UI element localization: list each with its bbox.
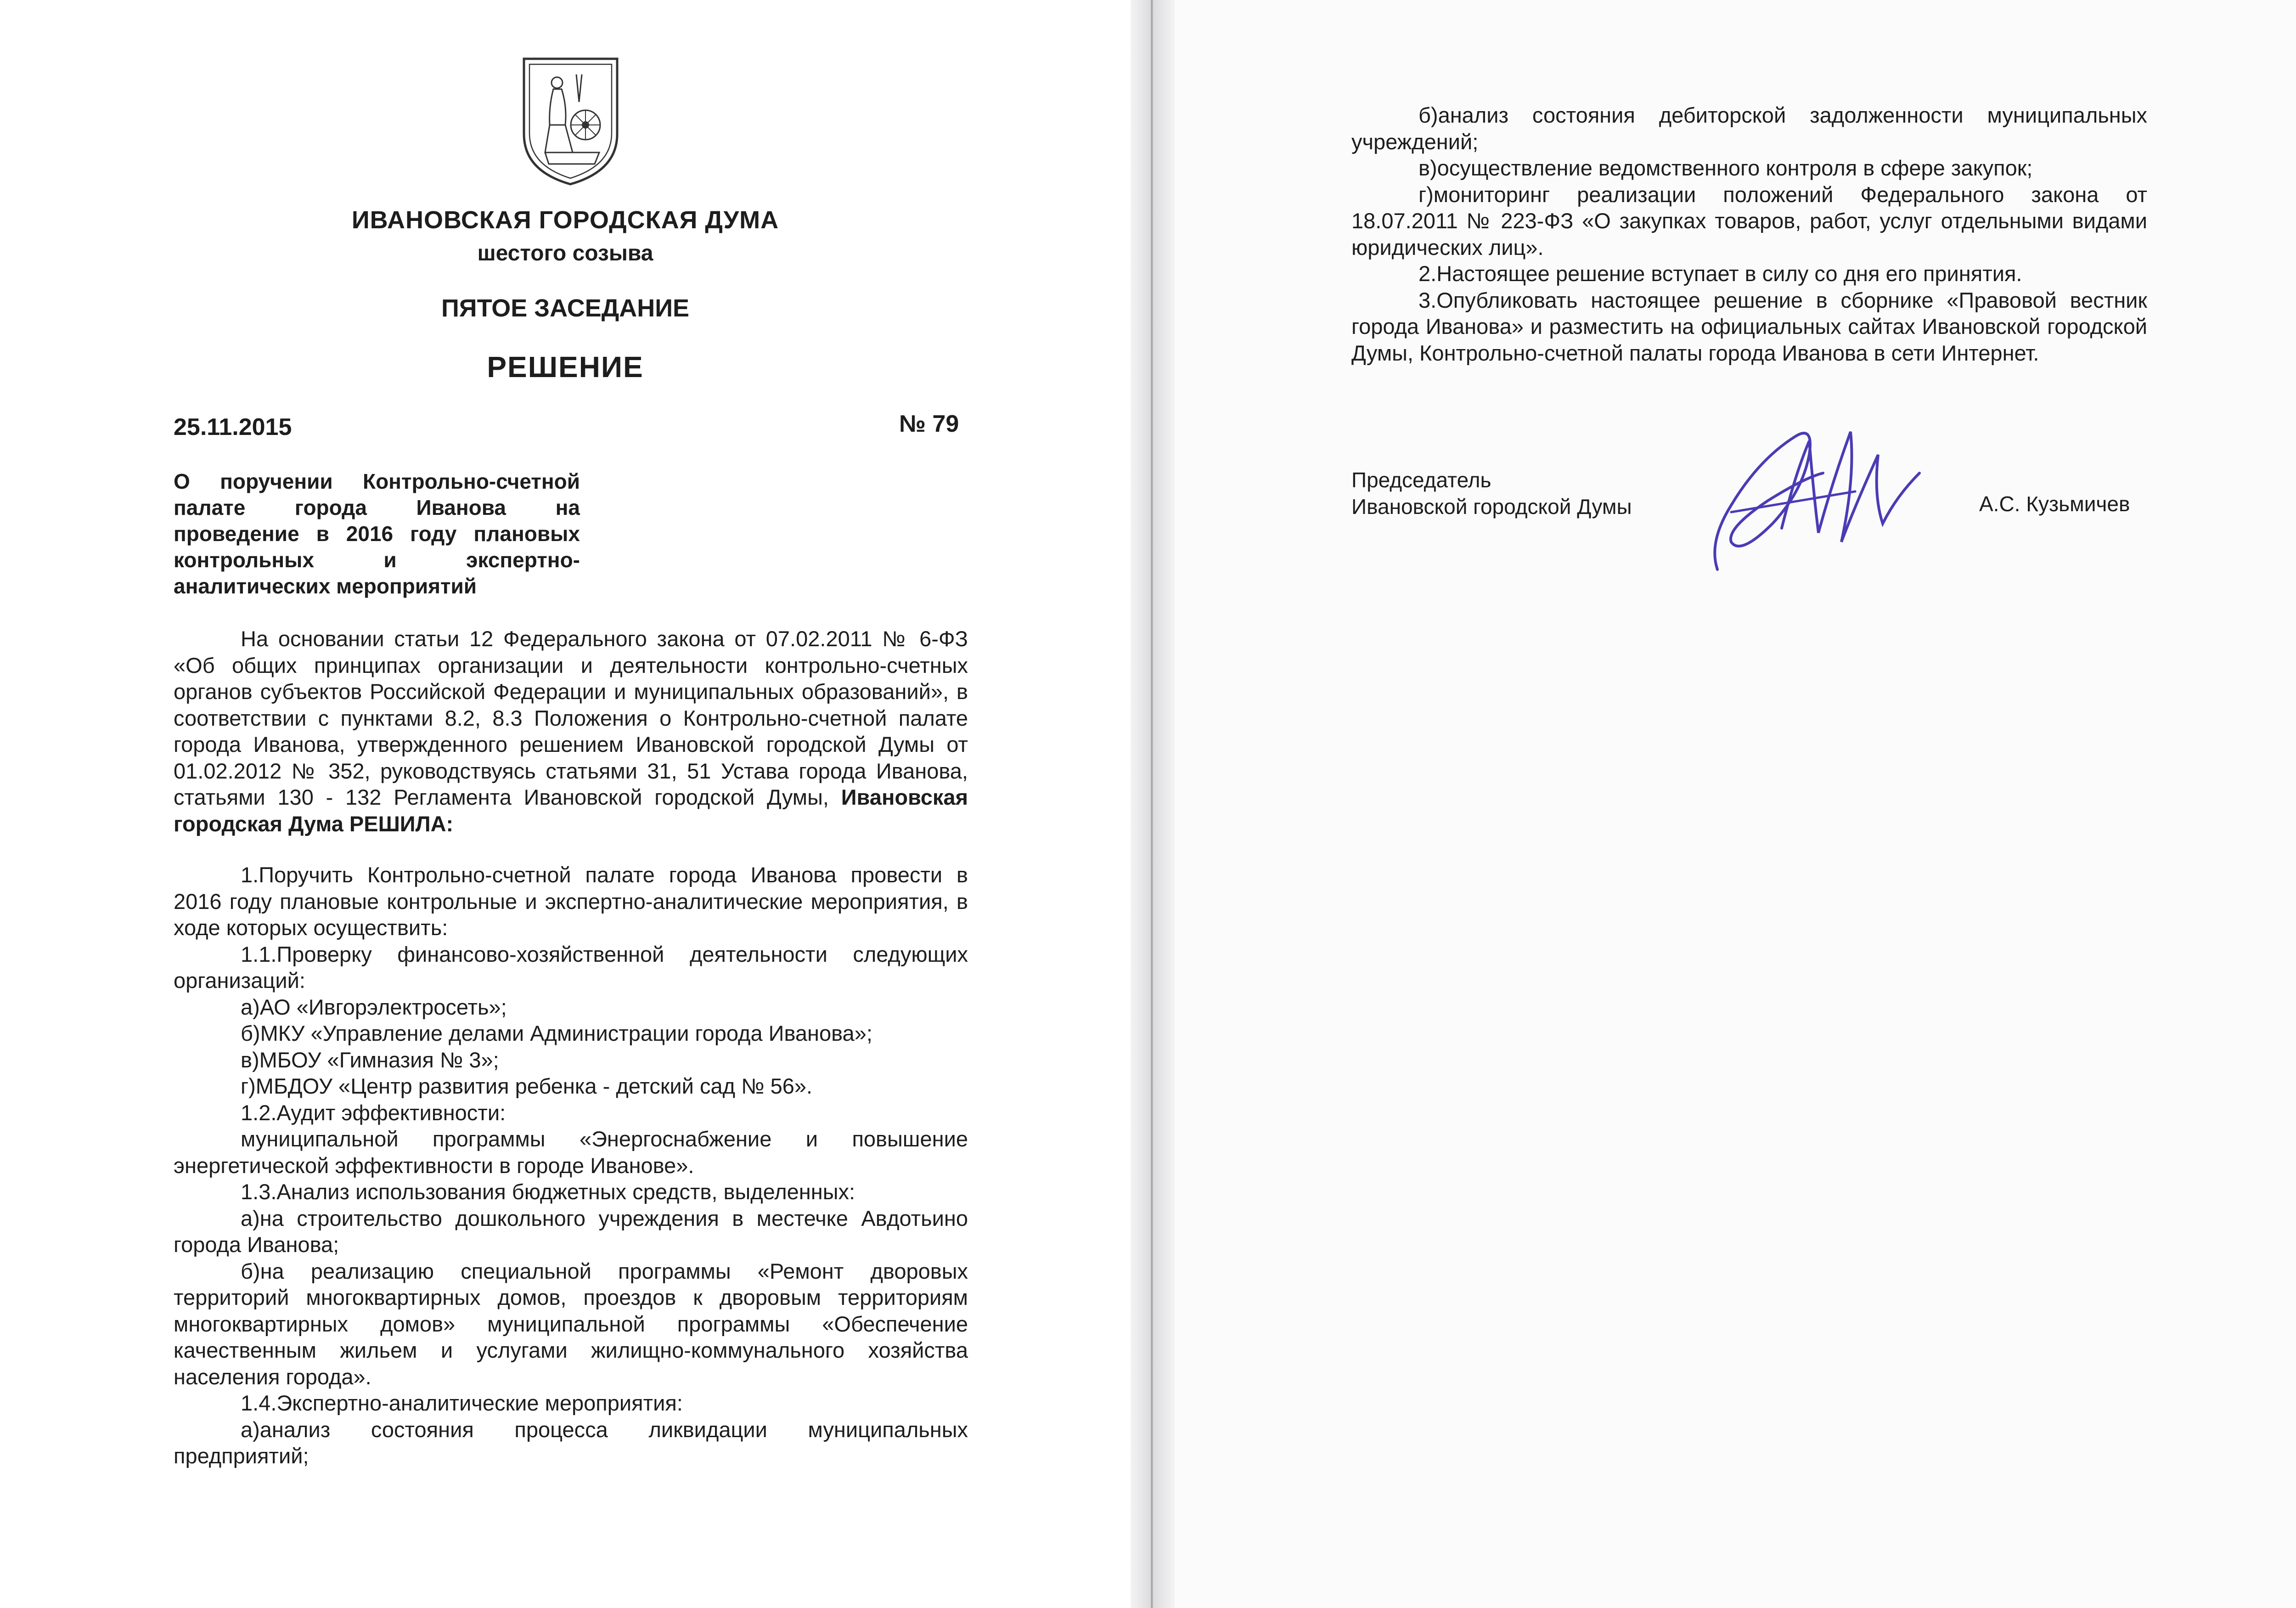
item-1-1-a: а)АО «Ивгорэлектросеть»; <box>241 994 507 1019</box>
city-coat-of-arms-icon <box>521 56 620 187</box>
item-1-1: 1.1.Проверку финансово-хозяйственной деятельности следующих организаций: <box>174 942 968 993</box>
preamble-text: На основании статьи 12 Федерального закона от 07.02.2011 № 6-ФЗ «Об общих принципах организации и деятельности контрольно-счетных органов субъектов Российской Федерации и муниципальных образований», в соответствии с пунктами 8.2, 8.3 Положения о Контрольно-счетной палате города Иванова, утвержденного решением Ивановской городской Думы от 01.02.2012 № 352, руководствуясь статьями 31, 51 Устава города Иванова, статьями 130 - 132 Регламента Ивановской городской Думы, <box>174 626 968 809</box>
item-1-4: 1.4.Экспертно-аналитические мероприятия: <box>241 1391 683 1415</box>
item-1-3-b: б)на реализацию специальной программы «Ремонт дворовых территорий многоквартирных домов, проездов к дворовым территориям многоквартирных домов» муниципальной программы «Обеспечение качественным жильем и услугами жилищно-коммунального хозяйства населения города». <box>174 1258 968 1389</box>
session-title: ПЯТОЕ ЗАСЕДАНИЕ <box>441 294 690 322</box>
item-1-3-a: а)на строительство дошкольного учреждения в местечке Авдотьино города Иванова; <box>174 1206 968 1257</box>
signatory-title <box>1351 467 1632 520</box>
item-1-3: 1.3.Анализ использования бюджетных средств, выделенных: <box>241 1179 855 1204</box>
item-1-1-d: г)МБДОУ «Центр развития ребенка - детский сад № 56». <box>241 1074 813 1098</box>
organization-title: ИВАНОВСКАЯ ГОРОДСКАЯ ДУМА <box>351 206 779 234</box>
decision-number: № 79 <box>899 411 959 437</box>
item-2: 2.Настоящее решение вступает в силу со дня его принятия. <box>1418 261 2022 286</box>
decision-items-page2 <box>1351 102 2147 366</box>
item-1: 1.Поручить Контрольно-счетной палате города Иванова провести в 2016 году плановые контрольные и экспертно-аналитические мероприятия, в ходе которых осуществить: <box>174 863 968 940</box>
page-fold <box>1131 0 1175 1608</box>
signatory-title-line1: Председатель <box>1351 468 1491 492</box>
document-type-title: РЕШЕНИЕ <box>487 350 644 384</box>
preamble-resolution: Ивановская городская Дума РЕШИЛА: <box>174 785 968 836</box>
item-1-2-program: муниципальной программы «Энергоснабжение и повышение энергетической эффективности в городе Иванове». <box>174 1127 968 1178</box>
item-3: 3.Опубликовать настоящее решение в сборнике «Правовой вестник города Иванова» и разместить на официальных сайтах Ивановской городской Думы, Контрольно-счетной палаты города Иванова в сети Интернет. <box>1351 288 2147 365</box>
signatory-name: А.С. Кузьмичев <box>1979 492 2130 516</box>
item-1-4-a: а)анализ состояния процесса ликвидации муниципальных предприятий; <box>174 1417 968 1468</box>
decision-date: 25.11.2015 <box>174 414 292 440</box>
decision-items-page1 <box>174 862 968 1469</box>
handwritten-signature-icon <box>1704 404 1942 579</box>
decision-subject: О поручении Контрольно-счетной палате города Иванова на проведение в 2016 году плановых контрольных и экспертно-аналитических мероприятий <box>174 469 580 598</box>
convocation-subtitle: шестого созыва <box>477 241 653 265</box>
document-page-1 <box>0 0 1131 1608</box>
item-1-1-c: в)МБОУ «Гимназия № 3»; <box>241 1047 499 1072</box>
decision-preamble <box>174 626 968 837</box>
item-1-4-d: г)мониторинг реализации положений Федерального закона от 18.07.2011 № 223-ФЗ «О закупках товаров, работ, услуг отдельными видами юридических лиц». <box>1351 182 2147 260</box>
item-1-2: 1.2.Аудит эффективности: <box>241 1100 506 1125</box>
item-1-4-c: в)осуществление ведомственного контроля в сфере закупок; <box>1418 156 2033 180</box>
signatory-title-line2: Ивановской городской Думы <box>1351 495 1632 519</box>
item-1-1-b: б)МКУ «Управление делами Администрации города Иванова»; <box>241 1021 872 1045</box>
item-1-4-b: б)анализ состояния дебиторской задолженности муниципальных учреждений; <box>1351 103 2147 154</box>
